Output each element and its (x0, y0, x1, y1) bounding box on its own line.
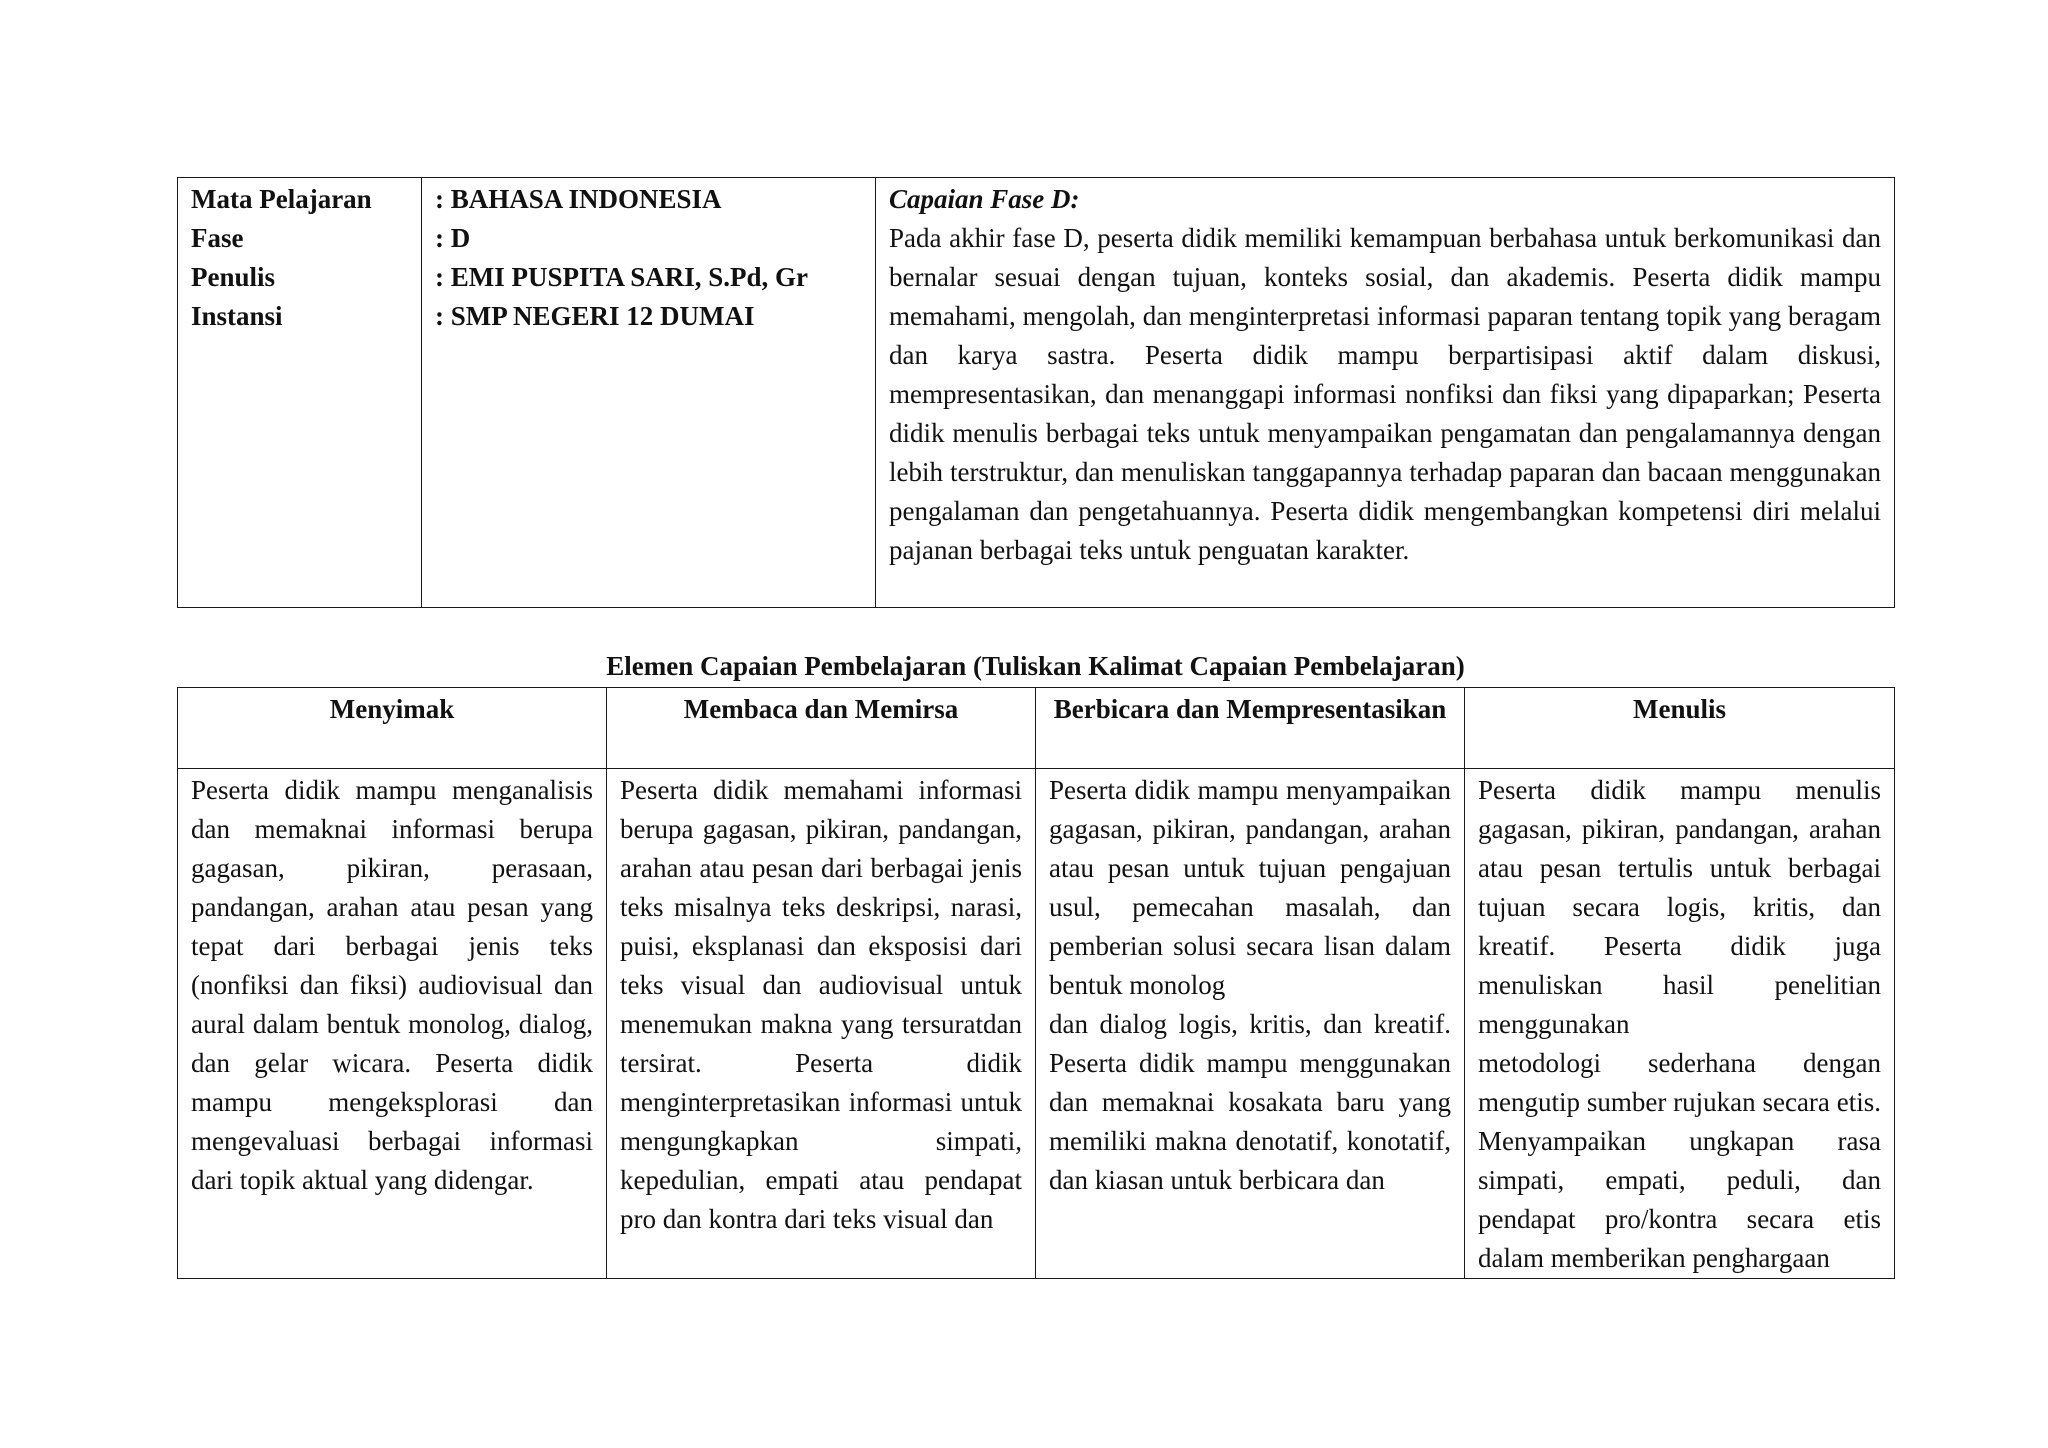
capaian-title: Capaian Fase D: (889, 184, 1080, 214)
header-row (178, 178, 1895, 608)
capaian-cell (876, 178, 1895, 608)
header-membaca-dan-memirsa: Membaca dan Memirsa (607, 688, 1036, 769)
header-menulis: Menulis (1465, 688, 1895, 769)
cell-menulis (1465, 769, 1895, 1279)
text-berbicara-dan-mempresentasikan: Peserta didik mampu menyampaikan gagasan, pikiran, pandangan, arahan atau pesan untuk tujuan pengajuan usul, pemecahan masalah, dan pemberian solusi secara lisan dalam bentuk monolog dan dialog logis, kritis, dan kreatif. Peserta didik mampu menggunakan dan memaknai kosakata baru yang memiliki makna denotatif, konotatif, dan kiasan untuk berbicara dan (1049, 775, 1451, 1195)
value-fase: : D (435, 223, 471, 253)
value-instansi: : SMP NEGERI 12 DUMAI (435, 301, 755, 331)
value-mata-pelajaran: : BAHASA INDONESIA (435, 184, 722, 214)
cell-membaca-dan-memirsa (607, 769, 1036, 1279)
elements-content-row (178, 769, 1895, 1279)
text-menyimak: Peserta didik mampu menganalisis dan memaknai informasi berupa gagasan, pikiran, perasaan, pandangan, arahan atau pesan yang tepat dari berbagai jenis teks (nonfiksi dan fiksi) audiovisual dan aural dalam bentuk monolog, dialog, dan gelar wicara. Peserta didik mampu mengeksplorasi dan mengevaluasi berbagai informasi dari topik aktual yang didengar. (191, 775, 593, 1195)
header-menyimak: Menyimak (178, 688, 607, 769)
capaian-body: Pada akhir fase D, peserta didik memiliki kemampuan berbahasa untuk berkomunikasi dan bernalar sesuai dengan tujuan, konteks sosial, dan akademis. Peserta didik mampu memahami, mengolah, dan menginterpretasi informasi paparan tentang topik yang beragam dan karya sastra. Peserta didik mampu berpartisipasi aktif dalam diskusi, mempresentasikan, dan menanggapi informasi nonfiksi dan fiksi yang dipaparkan; Peserta didik menulis berbagai teks untuk menyampaikan pengamatan dan pengalamannya dengan lebih terstruktur, dan menuliskan tanggapannya terhadap paparan dan bacaan menggunakan pengalaman dan pengetahuannya. Peserta didik mengembangkan kompetensi diri melalui pajanan berbagai teks untuk penguatan karakter. (889, 223, 1881, 565)
meta-values-cell (422, 178, 876, 608)
text-membaca-dan-memirsa: Peserta didik memahami informasi berupa gagasan, pikiran, pandangan, arahan atau pesan dari berbagai jenis teks misalnya teks deskripsi, narasi, puisi, eksplanasi dan eksposisi dari teks visual dan audiovisual untuk menemukan makna yang tersuratdan tersirat. Peserta didik menginterpretasikan informasi untuk mengungkapkan simpati, kepedulian, empati atau pendapat pro dan kontra dari teks visual dan (620, 775, 1022, 1234)
label-mata-pelajaran: Mata Pelajaran (191, 184, 372, 214)
elements-header-row (178, 688, 1895, 769)
value-penulis: : EMI PUSPITA SARI, S.Pd, Gr (435, 262, 809, 292)
section-heading: Elemen Capaian Pembelajaran (Tuliskan Kalimat Capaian Pembelajaran) (606, 651, 1465, 681)
cell-berbicara-dan-mempresentasikan (1036, 769, 1465, 1279)
header-table (177, 177, 1895, 608)
label-fase: Fase (191, 223, 244, 253)
label-penulis: Penulis (191, 262, 276, 292)
text-menulis: Peserta didik mampu menulis gagasan, pikiran, pandangan, arahan atau pesan tertulis untuk berbagai tujuan secara logis, kritis, dan kreatif. Peserta didik juga menuliskan hasil penelitian menggunakan metodologi sederhana dengan mengutip sumber rujukan secara etis. Menyampaikan ungkapan rasa simpati, empati, peduli, dan pendapat pro/kontra secara etis dalam memberikan penghargaan (1478, 775, 1881, 1273)
header-berbicara-dan-mempresentasikan: Berbicara dan Mempresentasikan (1036, 688, 1465, 769)
cell-menyimak (178, 769, 607, 1279)
elements-table (177, 687, 1895, 1279)
label-instansi: Instansi (191, 301, 283, 331)
meta-labels-cell (178, 178, 422, 608)
